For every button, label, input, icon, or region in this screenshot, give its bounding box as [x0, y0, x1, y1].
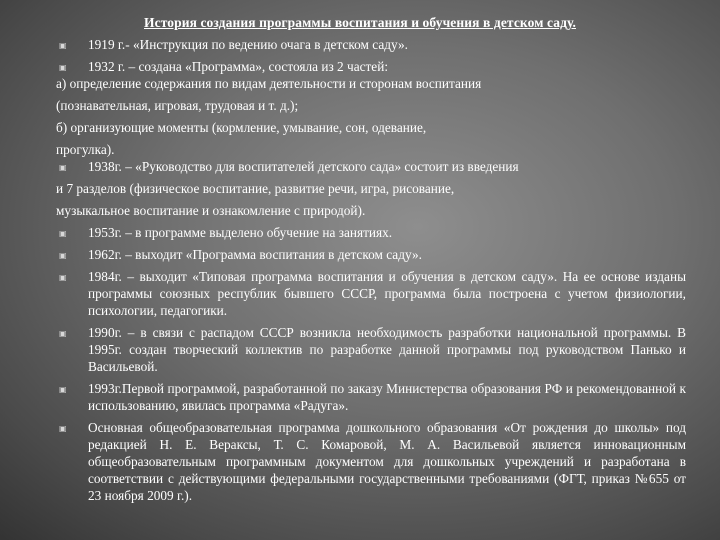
text-line: а) определение содержания по видам деятельности и сторонам воспитания — [56, 76, 482, 91]
bullet-item-1962: ▣ 1962г. – выходит «Программа воспитания в детском саду». — [56, 246, 686, 263]
text-line: и 7 разделов (физическое воспитание, развитие речи, игра, рисование, — [56, 181, 455, 196]
bullet-item-1953: ▣ 1953г. – в программе выделено обучение на занятиях. — [56, 224, 686, 241]
text-line: музыкальное воспитание и ознакомление с природой). — [56, 203, 366, 218]
bullet-item-1919: ▣ 1919 г.- «Инструкция по ведению очага в детском саду». — [56, 36, 686, 53]
bullet-item-1990: ▣ 1990г. – в связи с распадом СССР возникла необходимость разработки национальной программы. В 1995г. создан творческий коллектив по разработке данной программы под руководством Панько и Васильевой. — [56, 324, 686, 375]
slide-title: История создания программы воспитания и обучения в детском саду. — [144, 15, 576, 30]
bullet-item-1984: ▣ 1984г. – выходит «Типовая программа воспитания и обучения в детском саду». На ее основе изданы программы союзных республик бывшего СССР, программа была построена с учетом физиологии, психологии, педагогики. — [56, 268, 686, 319]
text-line: (познавательная, игровая, трудовая и т. д.); — [56, 98, 299, 113]
bullet-item-1938: ▣ 1938г. – «Руководство для воспитателей детского сада» состоит из введения — [56, 158, 686, 175]
text-line: прогулка). — [56, 142, 115, 157]
bullet-item-1993: ▣ 1993г.Первой программой, разработанной по заказу Министерства образования РФ и рекомендованной к использованию, явилась программа «Радуга». — [56, 380, 686, 414]
bullet-item-ot-rozhdeniya: ▣ Основная общеобразовательная программа дошкольного образования «От рождения до школы» под редакцией Н. Е. Вераксы, Т. С. Комаровой, М. А. Васильевой является инновационным общеобразовательным программным документом для дошкольных учреждений и разработана в соответствии с действующими федеральными государственными требованиями (ФГТ, приказ №655 от 23 ноября 2009 г.). — [56, 419, 686, 504]
bullet-item-1932: ▣ 1932 г. – создана «Программа», состояла из 2 частей: — [56, 58, 686, 75]
slide-content — [56, 36, 686, 504]
text-line: б) организующие моменты (кормление, умывание, сон, одевание, — [56, 120, 427, 135]
